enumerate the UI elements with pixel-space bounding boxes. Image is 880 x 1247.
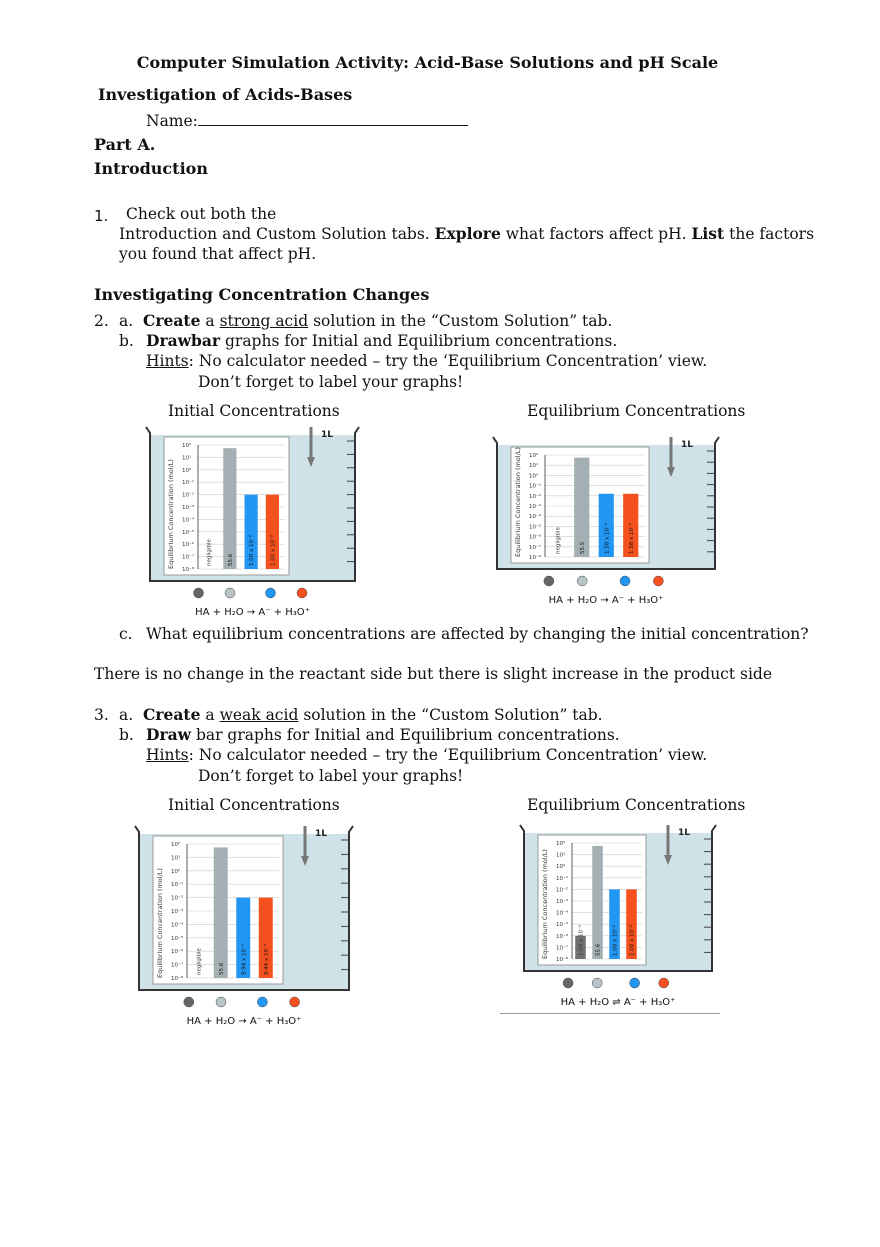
y-tick-label: 10⁻⁷ <box>556 945 569 952</box>
page-subtitle: Investigation of Acids-Bases <box>98 85 353 104</box>
y-tick-label: 10⁻² <box>529 493 542 500</box>
bar-value-label: 1.58 x 10⁻² <box>604 522 611 554</box>
q3-b-text: Draw bar graphs for Initial and Equilibrium concentrations. <box>146 725 620 744</box>
y-tick-label: 10⁻⁴ <box>171 922 184 929</box>
bar-chart-svg <box>129 820 359 1032</box>
q3-a-text: Create a weak acid solution in the “Custom Solution” tab. <box>143 705 603 724</box>
bar-value-label: 1.00 x 10⁻² <box>270 534 277 566</box>
y-tick-label: 10⁻² <box>182 492 195 499</box>
ha-molecule-icon <box>563 978 573 988</box>
bar-value-label: negligible <box>555 527 562 554</box>
ha-molecule-icon <box>544 576 554 586</box>
name-blank-line <box>198 111 468 126</box>
y-tick-label: 10⁻¹ <box>556 875 569 882</box>
y-axis-label: Equilibrium Concentration (mol/L) <box>167 459 175 569</box>
y-tick-label: 10¹ <box>182 455 192 462</box>
part-heading: Part A. <box>94 135 156 154</box>
y-tick-label: 10⁻² <box>556 887 569 894</box>
hydronium-molecule-icon <box>290 997 300 1007</box>
y-tick-label: 10⁻⁵ <box>182 529 195 536</box>
anion-molecule-icon <box>257 997 267 1007</box>
bar-value-label: 55.6 <box>595 943 602 956</box>
y-tick-label: 10¹ <box>529 463 539 470</box>
anion-molecule-icon <box>620 576 630 586</box>
bar-value-label: 1.58 x 10⁻² <box>628 522 635 554</box>
q2-initial-label: Initial Concentrations <box>168 402 340 420</box>
hydronium-molecule-icon <box>659 978 669 988</box>
q2-a-letter: a. <box>119 312 134 330</box>
divider-line <box>500 1013 720 1014</box>
bar-value-label: 55.6 <box>227 553 234 566</box>
bar-chart-svg <box>140 421 365 623</box>
bar-value-label: 1.00 x 10⁻² <box>612 924 619 956</box>
water-molecule-icon <box>216 997 226 1007</box>
bar-chart-svg <box>514 819 722 1013</box>
reaction-equation: HA + H₂O → A⁻ + H₃O⁺ <box>195 607 310 618</box>
q3-a-letter: a. <box>119 706 134 724</box>
reaction-equation: HA + H₂O ⇌ A⁻ + H₃O⁺ <box>560 997 676 1008</box>
y-tick-label: 10⁻⁷ <box>182 554 195 561</box>
reaction-equation: HA + H₂O → A⁻ + H₃O⁺ <box>186 1016 302 1027</box>
y-tick-label: 10² <box>556 841 566 847</box>
y-tick-label: 10⁻⁴ <box>182 517 195 524</box>
water-molecule-icon <box>577 576 587 586</box>
chart-strong-equilibrium <box>487 431 725 611</box>
y-axis-label: Equilibrium Concentration (mol/L) <box>514 447 522 557</box>
bar-value-label: 9.44 x 10⁻³ <box>263 943 270 975</box>
y-axis-label: Equilibrium Concentration (mol/L) <box>541 849 549 959</box>
y-tick-label: 10⁻¹ <box>171 882 184 889</box>
y-tick-label: 10⁻⁵ <box>529 524 542 531</box>
y-tick-label: 10⁻⁷ <box>529 544 542 551</box>
intro-heading: Introduction <box>94 159 208 178</box>
y-tick-label: 10¹ <box>556 852 566 859</box>
q3-b-letter: b. <box>119 726 134 744</box>
y-tick-label: 10⁻⁸ <box>556 957 569 963</box>
volume-label: 1L <box>678 828 690 838</box>
hydronium-molecule-icon <box>297 588 307 598</box>
q2-a-text: Create a strong acid solution in the “Custom Solution” tab. <box>143 311 613 330</box>
y-tick-label: 10⁻⁵ <box>556 922 569 929</box>
bar-value-label: 55.5 <box>579 541 586 554</box>
q1-line1: Check out both the <box>126 205 277 223</box>
reaction-equation: HA + H₂O → A⁻ + H₃O⁺ <box>548 595 664 606</box>
y-tick-label: 10⁻¹ <box>182 480 195 487</box>
y-tick-label: 10⁻⁴ <box>529 514 542 521</box>
y-tick-label: 10⁻³ <box>556 899 569 905</box>
q1-line3: you found that affect pH. <box>119 245 317 263</box>
bar-value-label: 1.00 x 10⁻² <box>249 534 256 566</box>
q3-hint1: Hints: No calculator needed – try the ‘Equilibrium Concentration’ view. <box>146 746 708 764</box>
y-tick-label: 10⁻² <box>171 895 184 902</box>
y-tick-label: 10⁰ <box>182 467 192 474</box>
q3-equilibrium-label: Equilibrium Concentrations <box>527 796 746 814</box>
water-molecule-icon <box>592 978 602 988</box>
q2-answer: There is no change in the reactant side but there is slight increase in the product side <box>94 665 773 683</box>
q2-hint2: Don’t forget to label your graphs! <box>198 373 464 391</box>
y-tick-label: 10⁻³ <box>529 504 542 510</box>
bar-value-label: 1.00 x 10⁻² <box>629 924 636 956</box>
ha-molecule-icon <box>184 997 194 1007</box>
q2-hint1: Hints: No calculator needed – try the ‘Equilibrium Concentration’ view. <box>146 352 708 370</box>
y-axis-label: Equilibrium Concentration (mol/L) <box>156 868 164 978</box>
y-tick-label: 10⁻³ <box>171 909 184 915</box>
q2-b-text: Drawbar graphs for Initial and Equilibrium concentrations. <box>146 331 618 350</box>
y-tick-label: 10⁻³ <box>182 505 195 511</box>
water-molecule-icon <box>225 588 235 598</box>
bar-h2o <box>592 846 603 959</box>
y-tick-label: 10⁻⁵ <box>171 935 184 942</box>
bar-value-label: 1.00 x 10⁻⁶ <box>578 924 585 956</box>
anion-molecule-icon <box>266 588 276 598</box>
bar-chart-svg <box>487 431 725 611</box>
q2-number: 2. <box>94 312 109 330</box>
y-tick-label: 10⁻⁸ <box>182 567 195 573</box>
bar-value-label: 55.6 <box>218 962 225 975</box>
volume-label: 1L <box>315 829 327 839</box>
y-tick-label: 10⁻⁶ <box>171 949 184 956</box>
y-tick-label: 10⁻⁶ <box>529 534 542 541</box>
bar-value-label: negligible <box>196 948 203 975</box>
bar-value-label: 9.94 x 10⁻³ <box>241 943 248 975</box>
chart-weak-initial <box>129 820 359 1032</box>
page-title: Computer Simulation Activity: Acid-Base Solutions and pH Scale <box>136 53 719 72</box>
q2-c-letter: c. <box>119 625 133 643</box>
q1-number: 1. <box>94 207 109 225</box>
name-label: Name: <box>146 112 198 130</box>
bar-h2o <box>214 847 228 978</box>
y-tick-label: 10⁻⁶ <box>182 542 195 549</box>
name-field[interactable] <box>146 111 468 131</box>
q1-line2: Introduction and Custom Solution tabs. Explore what factors affect pH. List the factors <box>119 224 815 243</box>
volume-label: 1L <box>681 440 693 450</box>
y-tick-label: 10⁻⁴ <box>556 910 569 917</box>
anion-molecule-icon <box>630 978 640 988</box>
hydronium-molecule-icon <box>653 576 663 586</box>
y-tick-label: 10⁻⁶ <box>556 933 569 940</box>
y-tick-label: 10⁻⁸ <box>529 555 542 561</box>
y-tick-label: 10² <box>529 453 539 459</box>
ha-molecule-icon <box>194 588 204 598</box>
q2-c-text: What equilibrium concentrations are affected by changing the initial concentration? <box>146 625 809 643</box>
chart-strong-initial <box>140 421 365 623</box>
volume-label: 1L <box>321 430 333 440</box>
q2-b-letter: b. <box>119 332 134 350</box>
y-tick-label: 10² <box>171 842 181 848</box>
y-tick-label: 10⁻⁸ <box>171 976 184 982</box>
q3-initial-label: Initial Concentrations <box>168 796 340 814</box>
section-heading: Investigating Concentration Changes <box>94 285 430 304</box>
y-tick-label: 10⁻⁷ <box>171 962 184 969</box>
bar-h2o <box>223 448 236 569</box>
q3-hint2: Don’t forget to label your graphs! <box>198 767 464 785</box>
y-tick-label: 10⁻¹ <box>529 483 542 490</box>
bar-value-label: negligible <box>206 539 213 566</box>
q2-equilibrium-label: Equilibrium Concentrations <box>527 402 746 420</box>
y-tick-label: 10⁰ <box>171 868 181 875</box>
y-tick-label: 10⁰ <box>529 473 539 480</box>
y-tick-label: 10² <box>182 443 192 449</box>
y-tick-label: 10¹ <box>171 855 181 862</box>
chart-weak-equilibrium <box>514 819 722 1013</box>
y-tick-label: 10⁰ <box>556 864 566 871</box>
q3-number: 3. <box>94 706 109 724</box>
